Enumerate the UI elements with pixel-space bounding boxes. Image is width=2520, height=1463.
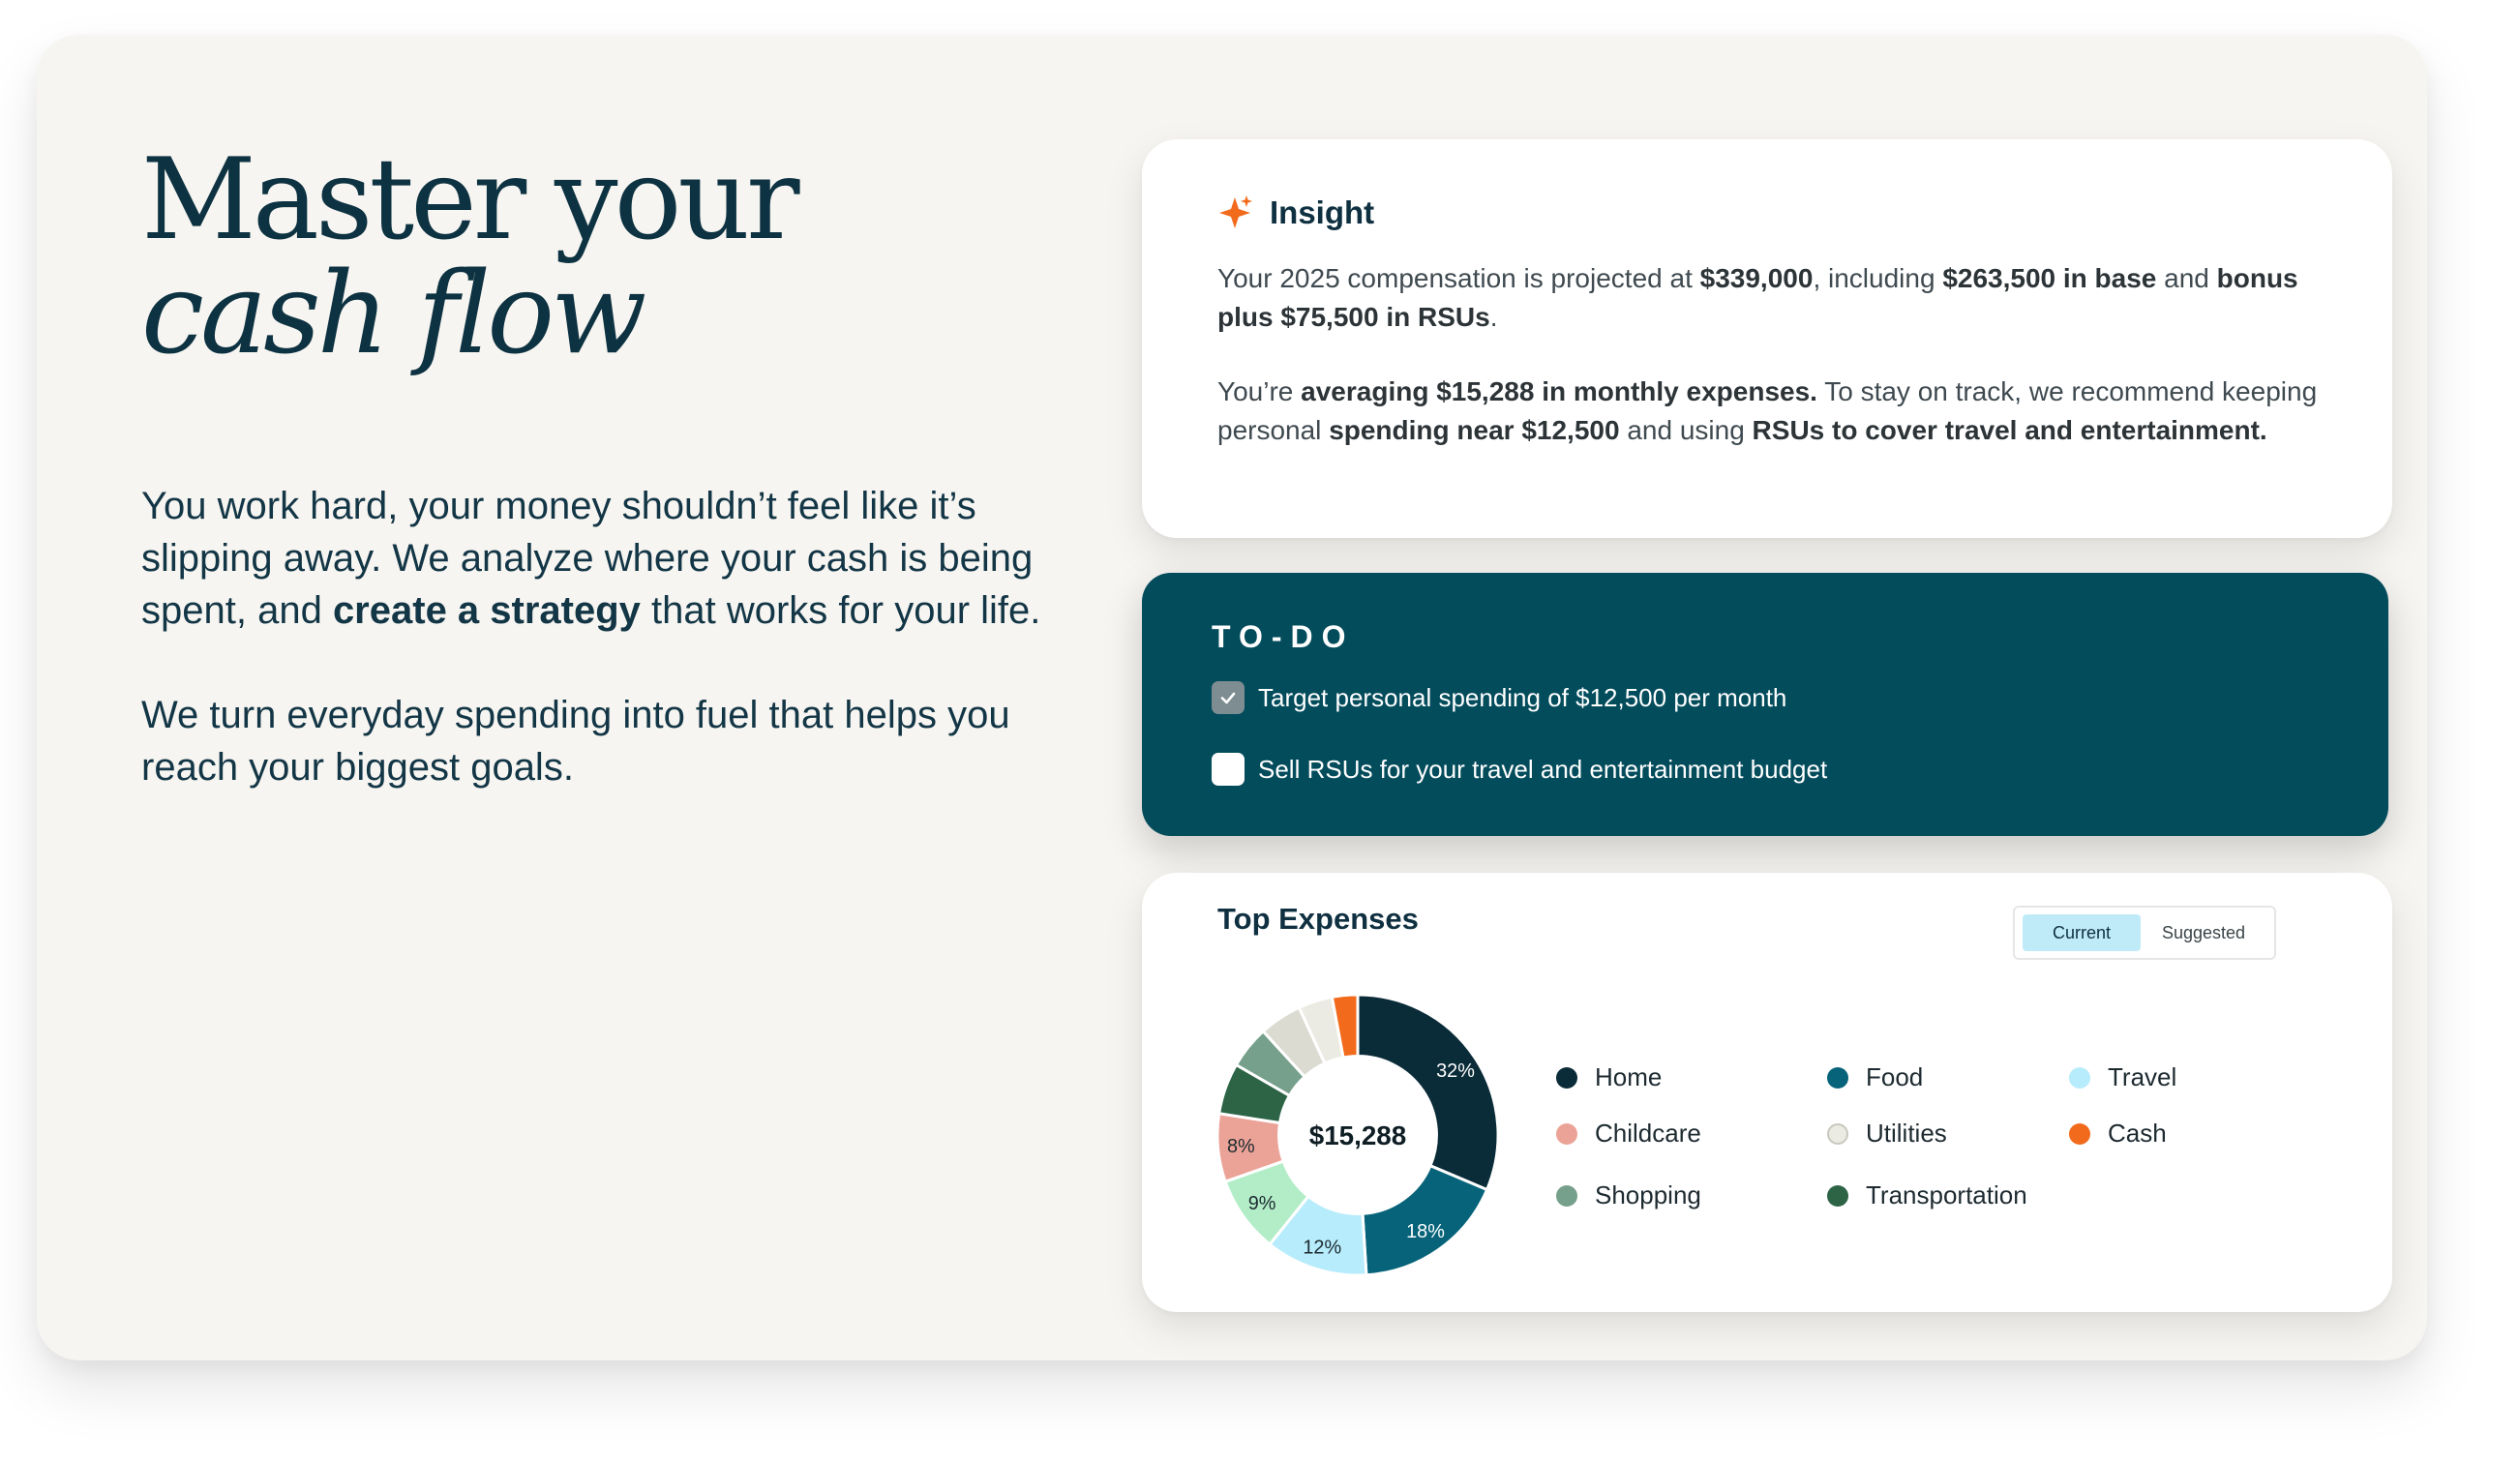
todo-item-label: Target personal spending of $12,500 per month	[1258, 682, 1787, 712]
hero-panel	[37, 35, 2427, 1360]
page-title	[141, 134, 796, 379]
legend-item	[1556, 1062, 1662, 1092]
view-toggle	[2013, 906, 2276, 960]
donut-slice-label: 32%	[1436, 1060, 1475, 1083]
legend-item	[1556, 1180, 1701, 1210]
legend-dot	[2069, 1123, 2090, 1145]
insight-highlight: RSUs to cover travel and entertainment.	[1752, 415, 2267, 445]
intro-text	[141, 480, 1051, 793]
expenses-donut-chart	[1214, 991, 1502, 1279]
legend-item	[1827, 1062, 1923, 1092]
top-expenses-card	[1142, 873, 2392, 1312]
checkmark-icon	[1217, 687, 1239, 708]
legend-item	[2069, 1062, 2176, 1092]
insight-body	[1217, 259, 2330, 450]
legend-label: Travel	[2108, 1062, 2177, 1091]
legend-item	[1827, 1119, 1947, 1149]
todo-item[interactable]	[1212, 681, 1786, 714]
legend-dot	[1556, 1185, 1577, 1207]
insight-highlight: $263,500 in base	[1942, 263, 2157, 293]
todo-card	[1142, 573, 2388, 836]
intro-p1-bold: create a strategy	[332, 589, 641, 632]
insight-text: and using	[1619, 415, 1753, 445]
todo-checkbox-checked[interactable]	[1212, 681, 1245, 714]
donut-slice-label: 8%	[1226, 1136, 1255, 1158]
insight-highlight: $339,000	[1699, 263, 1814, 293]
intro-paragraph-2: We turn everyday spending into fuel that helps you reach your biggest goals.	[141, 694, 1010, 789]
legend-dot	[1556, 1067, 1577, 1089]
donut-slice-label: 18%	[1406, 1220, 1445, 1242]
legend-dot	[1827, 1123, 1848, 1145]
insight-text: You’re	[1217, 376, 1302, 406]
todo-item-label: Sell RSUs for your travel and entertainment budget	[1258, 754, 1828, 784]
legend-label: Utilities	[1866, 1119, 1947, 1148]
legend-label: Home	[1595, 1062, 1663, 1091]
expenses-title: Top Expenses	[1217, 902, 1419, 936]
expenses-legend	[1556, 1062, 2253, 1275]
donut-slice	[1358, 995, 1498, 1190]
insight-highlight: spending near $12,500	[1329, 415, 1620, 445]
legend-dot	[1556, 1123, 1577, 1145]
insight-text: and	[2156, 263, 2217, 293]
insight-text: , including	[1813, 263, 1943, 293]
title-line-2: cash flow	[141, 249, 644, 379]
legend-dot	[2069, 1067, 2090, 1089]
legend-label: Childcare	[1595, 1119, 1701, 1148]
insight-text: Your 2025 compensation is projected at	[1217, 263, 1700, 293]
legend-item	[2069, 1119, 2167, 1149]
donut-center-total: $15,288	[1308, 1120, 1407, 1150]
insight-title: Insight	[1270, 194, 1375, 230]
toggle-suggested[interactable]: Suggested	[2161, 922, 2246, 942]
insight-paragraph-1	[1217, 259, 2330, 337]
insight-highlight: averaging $15,288 in monthly expenses.	[1301, 376, 1817, 406]
insight-highlight: bonus plus $75,500 in RSUs	[1217, 263, 2298, 332]
insight-text: .	[1489, 302, 1498, 332]
insight-card	[1142, 139, 2392, 538]
insight-header	[1217, 194, 1374, 232]
donut-slice-label: 12%	[1303, 1237, 1342, 1259]
todo-item[interactable]	[1212, 753, 1827, 786]
legend-label: Transportation	[1866, 1180, 2027, 1209]
legend-label: Food	[1866, 1062, 1924, 1091]
legend-item	[1556, 1119, 1701, 1149]
intro-paragraph-1	[141, 480, 1051, 637]
insight-text: To stay on track, we recommend keeping personal	[1217, 376, 2318, 445]
donut-slice-label: 9%	[1247, 1192, 1276, 1214]
intro-p1-text-a: You work hard, your money shouldn’t feel like it’s slipping away. We analyze where your cash is being spent, and	[141, 485, 1034, 632]
intro-p1-text-b: that works for your life.	[640, 589, 1041, 632]
legend-dot	[1827, 1185, 1848, 1207]
insight-paragraph-2	[1217, 373, 2330, 450]
legend-label: Cash	[2108, 1119, 2167, 1148]
legend-label: Shopping	[1595, 1180, 1701, 1209]
legend-dot	[1827, 1067, 1848, 1089]
title-line-1: Master your	[141, 134, 796, 265]
sparkle-icon	[1217, 194, 1256, 232]
todo-title: TO-DO	[1212, 619, 1355, 654]
legend-item	[1827, 1180, 2027, 1210]
todo-checkbox-unchecked[interactable]	[1212, 753, 1245, 786]
toggle-current[interactable]: Current	[2023, 914, 2141, 951]
